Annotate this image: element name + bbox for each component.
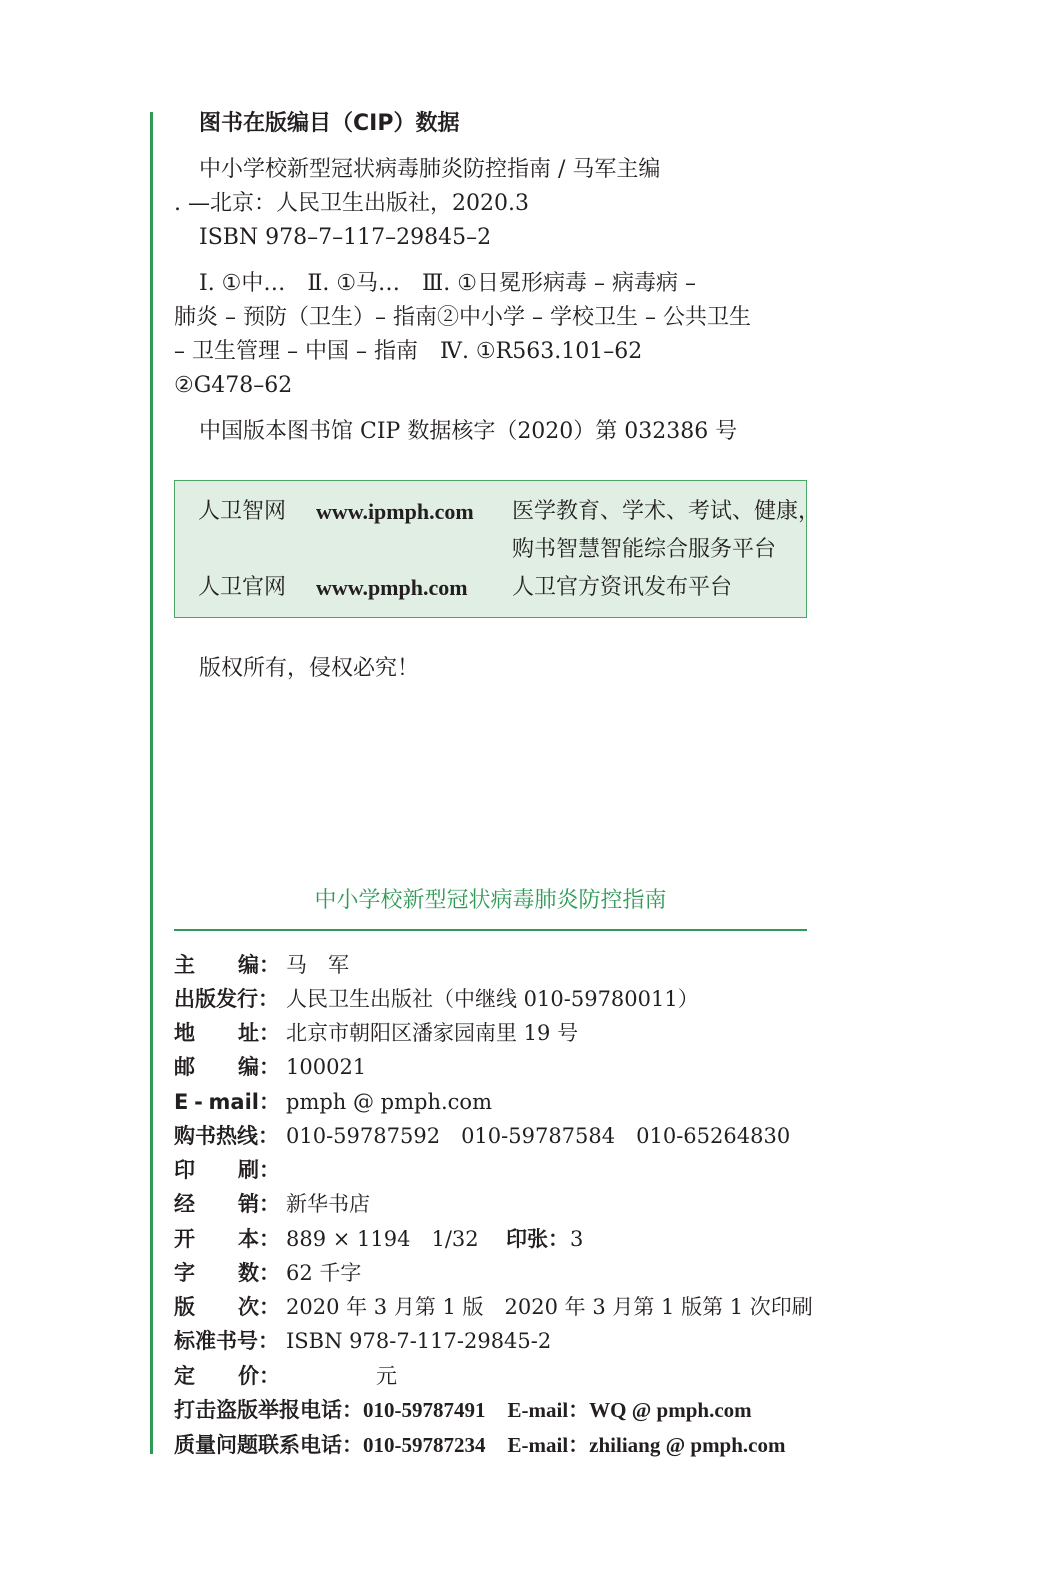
word-count-label: 字 数：	[174, 1261, 280, 1285]
quality-contact-phone: 010-59787234	[363, 1433, 486, 1457]
website-2-name: 人卫官网	[198, 575, 287, 600]
distributor-label: 经 销：	[174, 1192, 280, 1216]
website-1-name: 人卫智网	[198, 499, 287, 524]
left-green-rule	[150, 112, 153, 1454]
quality-contact-line	[174, 1428, 785, 1462]
website-1-url[interactable]: www.ipmph.com	[316, 499, 474, 524]
piracy-email[interactable]: WQ @ pmph.com	[589, 1398, 752, 1422]
website-2-url[interactable]: www.pmph.com	[316, 575, 468, 600]
address-label: 地 址：	[174, 1021, 280, 1045]
quality-email-label: E-mail：	[507, 1433, 590, 1457]
title-divider	[174, 929, 807, 931]
distributor-value: 新华书店	[286, 1192, 370, 1216]
cip-header: 图书在版编目（CIP）数据	[199, 111, 460, 136]
format-value: 889 × 1194 1/32	[286, 1227, 479, 1251]
cip-publisher-line: . —北京：人民卫生出版社，2020.3	[174, 191, 529, 216]
address-value: 北京市朝阳区潘家园南里 19 号	[286, 1021, 579, 1045]
sheets-label: 印张：	[506, 1227, 569, 1251]
cip-subject-line-1: Ⅰ. ①中… Ⅱ. ①马… Ⅲ. ①日冕形病毒 – 病毒病 –	[199, 271, 696, 296]
website-1-desc-2: 购书智慧智能综合服务平台	[512, 537, 777, 562]
postcode-label: 邮 编：	[174, 1055, 280, 1079]
cip-isbn-line: ISBN 978–7–117–29845–2	[199, 225, 492, 250]
hotline-label: 购书热线：	[174, 1124, 279, 1148]
quality-contact-label: 质量问题联系电话：	[174, 1433, 363, 1457]
book-title: 中小学校新型冠状病毒肺炎防控指南	[314, 888, 667, 913]
cip-subject-line-3: – 卫生管理 – 中国 – 指南 Ⅳ. ①R563.101–62	[174, 339, 643, 364]
email-value[interactable]: pmph @ pmph.com	[286, 1090, 492, 1114]
edition-label: 版 次：	[174, 1295, 280, 1319]
isbn-value: ISBN 978-7-117-29845-2	[286, 1329, 552, 1353]
editor-label: 主 编：	[174, 953, 280, 977]
cip-subject-line-4: ②G478–62	[174, 373, 293, 398]
isbn-label: 标准书号：	[174, 1329, 279, 1353]
publisher-value: 人民卫生出版社（中继线 010-59780011）	[286, 987, 699, 1011]
piracy-report-label: 打击盗版举报电话：	[174, 1398, 363, 1422]
quality-email[interactable]: zhiliang @ pmph.com	[589, 1433, 786, 1457]
price-label: 定 价：	[174, 1364, 280, 1388]
website-1-desc-1: 医学教育、学术、考试、健康，	[512, 499, 821, 524]
sheets-value: 3	[570, 1227, 584, 1251]
copyright-notice: 版权所有，侵权必究！	[199, 656, 420, 681]
printer-label: 印 刷：	[174, 1158, 280, 1182]
word-count-value: 62 千字	[286, 1261, 362, 1285]
hotline-value: 010-59787592 010-59787584 010-65264830	[286, 1124, 791, 1148]
piracy-email-label: E-mail：	[507, 1398, 590, 1422]
email-label: E - mail：	[174, 1090, 280, 1114]
edition-value: 2020 年 3 月第 1 版 2020 年 3 月第 1 版第 1 次印刷	[286, 1295, 813, 1319]
piracy-report-phone: 010-59787491	[363, 1398, 486, 1422]
website-info-box	[174, 480, 821, 618]
publisher-label: 出版发行：	[174, 987, 279, 1011]
piracy-report-line	[174, 1393, 752, 1427]
format-label: 开 本：	[174, 1227, 280, 1251]
editor-value: 马 军	[286, 953, 349, 977]
cip-subject-line-2: 肺炎 – 预防（卫生）– 指南②中小学 – 学校卫生 – 公共卫生	[174, 305, 751, 330]
cip-title-line: 中小学校新型冠状病毒肺炎防控指南 / 马军主编	[199, 157, 661, 182]
website-2-desc: 人卫官方资讯发布平台	[512, 575, 733, 600]
price-value: 元	[376, 1364, 397, 1388]
cip-record-number: 中国版本图书馆 CIP 数据核字（2020）第 032386 号	[199, 419, 738, 444]
postcode-value: 100021	[286, 1055, 367, 1079]
